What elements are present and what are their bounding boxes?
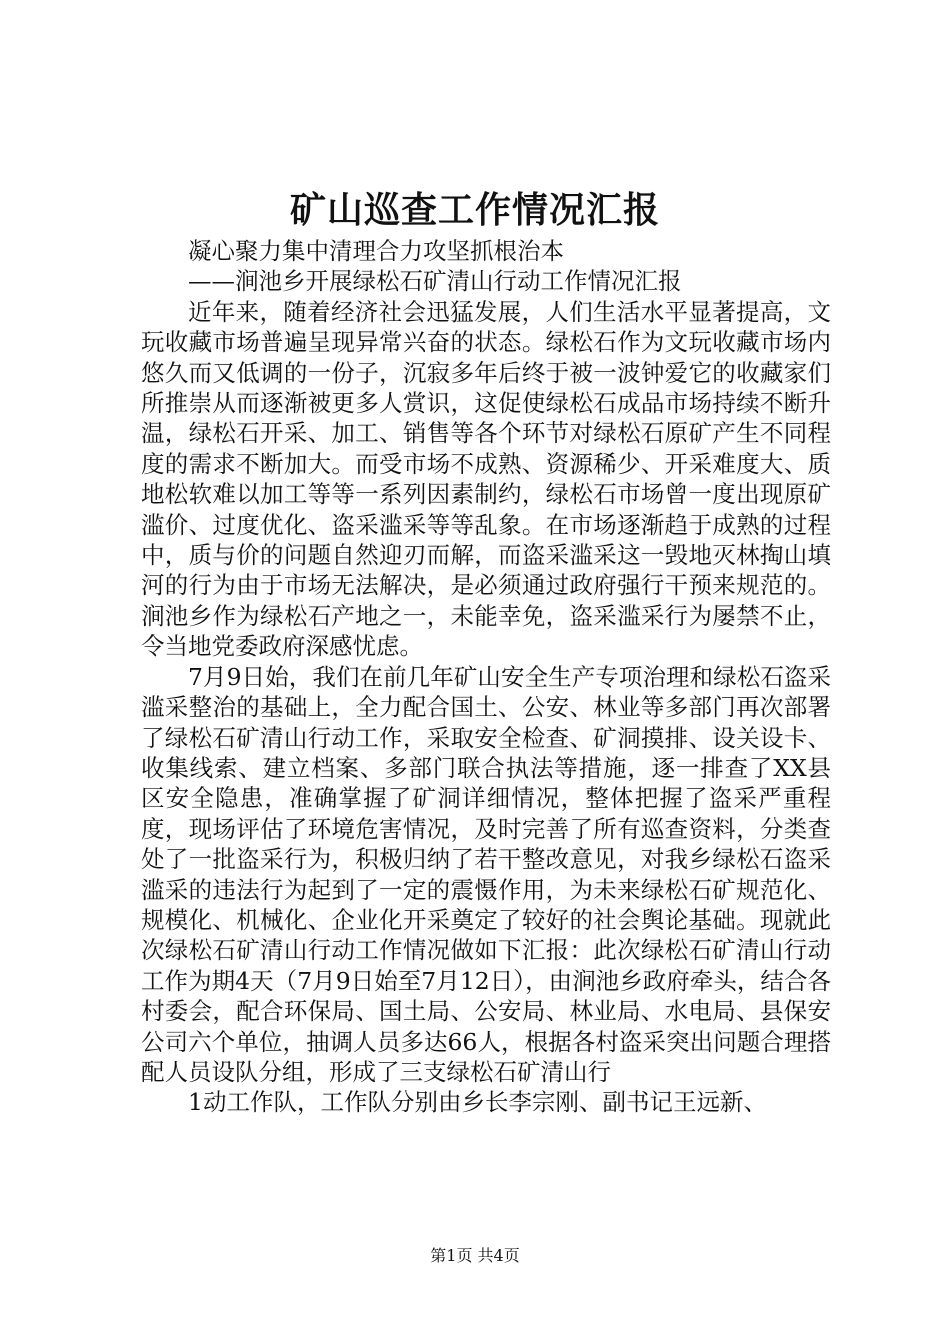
subtitle-line-2: ——涧池乡开展绿松石矿清山行动工作情况汇报 bbox=[188, 267, 682, 296]
paragraph-1: 近年来，随着经济社会迅猛发展，人们生活水平显著提高，文玩收藏市场普遍呈现异常兴奋的状态。绿松石作为文玩收藏市场内悠久而又低调的一份子，沉寂多年后终于被一波钟爱它的收藏家们所推崇从而逐渐被更多人赏识，这促使绿松石成品市场持续不断升温，绿松石开采、加工、销售等各个环节对绿松石原矿产生不同程度的需求不断加大。而受市场不成熟、资源稀少、开采难度大、质地松软难以加工等等一系列因素制约，绿松石市场曾一度出现原矿滥价、过度优化、盗采滥采等等乱象。在市场逐渐趋于成熟的过程中，质与价的问题自然迎刃而解，而盗采滥采这一毁地灭林掏山填河的行为由于市场无法解决，是必须通过政府强行干预来规范的。涧池乡作为绿松石产地之一，未能幸免，盗采滥采行为屡禁不止，令当地党委政府深感忧虑。 bbox=[141, 297, 831, 661]
paragraph-2: 7月9日始，我们在前几年矿山安全生产专项治理和绿松石盗采滥采整治的基础上，全力配合国土、公安、林业等多部门再次部署了绿松石矿清山行动工作，采取安全检查、矿洞摸排、设关设卡、收集线索、建立档案、多部门联合执法等措施，逐一排查了XX县区安全隐患，准确掌握了矿洞详细情况，整体把握了盗采严重程度，现场评估了环境危害情况，及时完善了所有巡查资料，分类查处了一批盗采行为，积极归纳了若干整改意见，对我乡绿松石盗采滥采的违法行为起到了一定的震慑作用，为未来绿松石矿规范化、规模化、机械化、企业化开采奠定了较好的社会舆论基础。现就此次绿松石矿清山行动工作情况做如下汇报：此次绿松石矿清山行动工作为期4天（7月9日始至7月12日），由涧池乡政府牵头，结合各村委会，配合环保局、国土局、公安局、林业局、水电局、县保安公司六个单位，抽调人员多达66人，根据各村盗采突出问题合理搭配人员设队分组，形成了三支绿松石矿清山行 bbox=[141, 662, 831, 1086]
paragraph-3: 1动工作队，工作队分别由乡长李宗刚、副书记王远新、 bbox=[188, 1088, 767, 1117]
document-title: 矿山巡查工作情况汇报 bbox=[289, 189, 660, 231]
subtitle-line-1: 凝心聚力集中清理合力攻坚抓根治本 bbox=[188, 237, 564, 265]
page-footer: 第1页 共4页 bbox=[430, 1246, 520, 1265]
document-body bbox=[141, 236, 831, 1118]
